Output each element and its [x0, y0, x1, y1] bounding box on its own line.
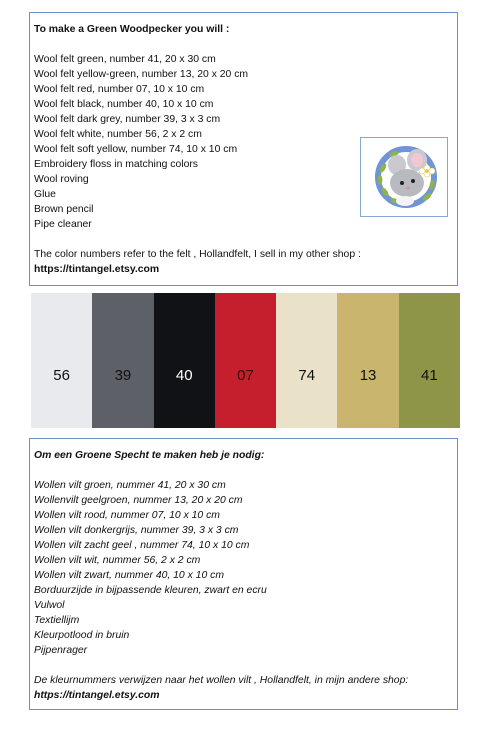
swatch-number: 39 — [114, 367, 132, 384]
felt-color-swatches — [31, 293, 460, 428]
dutch-text — [34, 448, 453, 703]
dutch-material-item: Wollen vilt groen, nummer 41, 20 x 30 cm — [34, 480, 226, 491]
dutch-material-item: Borduurzijde in bijpassende kleuren, zwart en ecru — [34, 585, 267, 596]
dutch-material-item: Wollenvilt geelgroen, nummer 13, 20 x 20 cm — [34, 495, 243, 506]
dutch-material-item: Wollen vilt rood, nummer 07, 10 x 10 cm — [34, 510, 220, 521]
dutch-material-item: Wollen vilt wit, nummer 56, 2 x 2 cm — [34, 555, 201, 566]
swatch-number: 74 — [298, 367, 316, 384]
english-material-item: Brown pencil — [34, 204, 94, 215]
dutch-material-item: Wollen vilt donkergrijs, nummer 39, 3 x 3 cm — [34, 525, 239, 536]
dutch-material-item: Wollen vilt zacht geel , nummer 74, 10 x 10 cm — [34, 540, 250, 551]
dutch-note: De kleurnummers verwijzen naar het wollen vilt , Hollandfelt, in mijn andere shop: — [34, 675, 409, 686]
dutch-shop-link[interactable]: https://tintangel.etsy.com — [34, 690, 160, 701]
felt-swatch — [276, 293, 337, 428]
english-material-item: Wool felt white, number 56, 2 x 2 cm — [34, 129, 202, 140]
dutch-material-item: Kleurpotlood in bruin — [34, 630, 130, 641]
english-material-item: Wool roving — [34, 174, 89, 185]
felt-swatch — [399, 293, 460, 428]
english-material-item: Wool felt yellow-green, number 13, 20 x 20 cm — [34, 69, 249, 80]
english-title: To make a Green Woodpecker you will : — [34, 24, 230, 35]
english-material-item: Pipe cleaner — [34, 219, 92, 230]
felt-swatch — [215, 293, 276, 428]
dutch-material-item: Pijpenrager — [34, 645, 88, 656]
swatch-number: 13 — [359, 367, 377, 384]
dutch-material-item: Wollen vilt zwart, nummer 40, 10 x 10 cm — [34, 570, 224, 581]
swatch-number: 56 — [53, 367, 70, 384]
felt-swatch — [31, 293, 92, 428]
swatch-number: 40 — [175, 367, 193, 384]
dutch-material-item: Textiellijm — [34, 615, 80, 626]
english-material-item: Glue — [34, 189, 56, 200]
mouse-logo — [360, 137, 448, 217]
english-note: The color numbers refer to the felt , Hollandfelt, I sell in my other shop : — [34, 249, 361, 260]
swatch-number: 07 — [237, 367, 254, 384]
english-material-item: Wool felt green, number 41, 20 x 30 cm — [34, 54, 216, 65]
english-material-item: Wool felt dark grey, number 39, 3 x 3 cm — [34, 114, 221, 125]
dutch-materials-list — [34, 478, 453, 658]
felt-swatch — [337, 293, 398, 428]
english-material-item: Embroidery floss in matching colors — [34, 159, 199, 170]
felt-swatch — [154, 293, 215, 428]
english-material-item: Wool felt red, number 07, 10 x 10 cm — [34, 84, 205, 95]
dutch-title: Om een Groene Specht te maken heb je nodig: — [34, 450, 265, 461]
mouse-logo-icon — [361, 138, 447, 216]
english-material-item: Wool felt soft yellow, number 74, 10 x 10 cm — [34, 144, 238, 155]
dutch-material-item: Vulwol — [34, 600, 65, 611]
dutch-materials-box — [29, 438, 458, 710]
english-shop-link[interactable]: https://tintangel.etsy.com — [34, 264, 160, 275]
felt-swatch — [92, 293, 153, 428]
swatch-number: 41 — [420, 367, 438, 384]
english-material-item: Wool felt black, number 40, 10 x 10 cm — [34, 99, 214, 110]
